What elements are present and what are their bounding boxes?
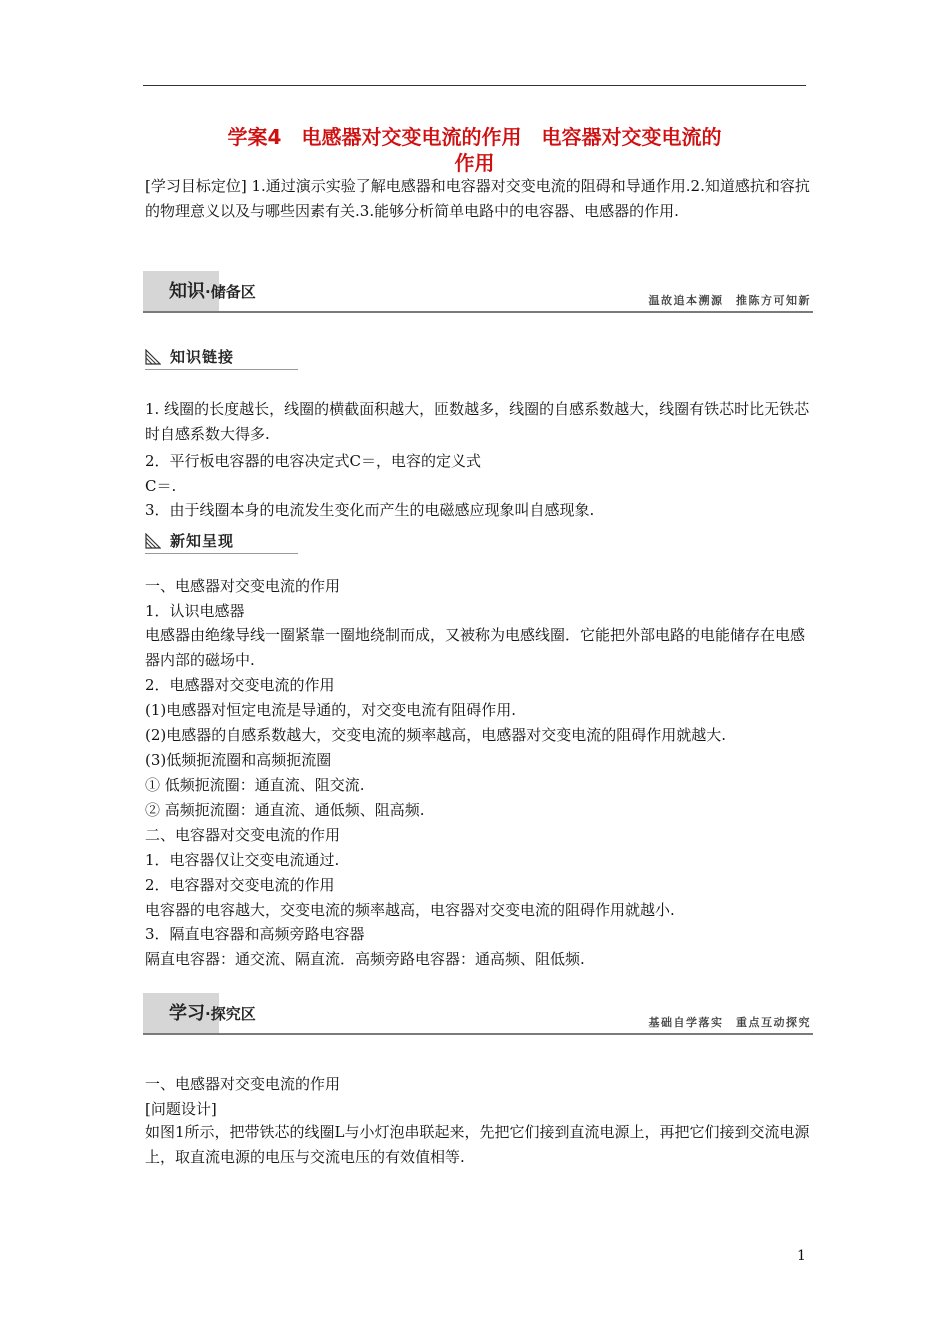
section-title-main: 知识 — [169, 281, 205, 302]
section-title-sub: ·储备区 — [205, 283, 256, 301]
capacitor-item-1: 1．电容器仅让交变电流通过. — [145, 851, 340, 869]
heading-inductor-effect: 2．电感器对交变电流的作用 — [145, 676, 335, 694]
inductor-item-2: (2)电感器的自感系数越大，交变电流的频率越高，电感器对交变电流的阻碍作用就越大. — [145, 726, 727, 744]
heading-know-inductor: 1．认识电感器 — [145, 602, 245, 620]
subhead-underline — [145, 369, 298, 370]
subhead-new-knowledge — [145, 531, 298, 555]
capacitor-description: 电容器的电容越大，交变电流的频率越高，电容器对交变电流的阻碍作用就越小. — [145, 901, 675, 919]
knowledge-point-2-cont: C＝. — [145, 477, 177, 495]
heading-explore-inductor: 一、电感器对交变电流的作用 — [145, 1075, 341, 1093]
section-title — [169, 280, 256, 304]
section-title-main: 学习 — [169, 1003, 205, 1024]
knowledge-point-1: 1. 线圈的长度越长，线圈的横截面积越大，匝数越多，线圈的自感系数越大，线圈有铁芯时比无铁芯时自感系数大得多. — [145, 400, 810, 443]
problem-description: 如图1所示，把带铁芯的线圈L与小灯泡串联起来，先把它们接到直流电源上，再把它们接到交流电源上，取直流电源的电压与交流电压的有效值相等. — [145, 1123, 810, 1166]
section-title-sub: ·探究区 — [205, 1005, 256, 1023]
problem-design-label: [问题设计] — [145, 1100, 217, 1118]
page-number: 1 — [797, 1248, 806, 1264]
section-motto: 基础自学落实 重点互动探究 — [648, 1016, 811, 1029]
section-banner-knowledge — [143, 271, 813, 315]
bypass-capacitor-description: 隔直电容器：通交流、隔直流．高频旁路电容器：通高频、阻低频. — [145, 950, 585, 968]
section-motto: 温故追本溯源 推陈方可知新 — [648, 294, 811, 307]
knowledge-point-3: 3．由于线圈本身的电流发生变化而产生的电磁感应现象叫自感现象. — [145, 501, 595, 519]
subhead-label: 新知呈现 — [170, 532, 235, 550]
title-line-2: 作用 — [454, 151, 495, 175]
choke-high-freq: ② 高频扼流圈：通直流、通低频、阻高频. — [145, 801, 425, 819]
page-title — [143, 124, 806, 176]
knowledge-point-2: 2．平行板电容器的电容决定式C＝，电容的定义式 — [145, 452, 482, 470]
capacitor-item-3: 3．隔直电容器和高频旁路电容器 — [145, 925, 365, 943]
heading-capacitor: 二、电容器对交变电流的作用 — [145, 826, 341, 844]
triangle-icon — [145, 349, 161, 365]
heading-inductor: 一、电感器对交变电流的作用 — [145, 577, 341, 595]
inductor-item-1: (1)电感器对恒定电流是导通的，对交变电流有阻碍作用. — [145, 701, 517, 719]
section-rule — [143, 311, 813, 313]
section-banner-explore — [143, 993, 813, 1037]
inductor-item-3: (3)低频扼流圈和高频扼流圈 — [145, 751, 332, 769]
title-line-1: 学案4 电感器对交变电流的作用 电容器对交变电流的 — [227, 125, 722, 149]
subhead-knowledge-link — [145, 347, 298, 371]
learning-objectives: [学习目标定位] 1.通过演示实验了解电感器和电容器对交变电流的阻碍和导通作用.2.知道感抗和容抗的物理意义以及与哪些因素有关.3.能够分析简单电路中的电容器、电感器的作用. — [145, 177, 810, 220]
choke-low-freq: ① 低频扼流圈：通直流、阻交流. — [145, 776, 365, 794]
triangle-icon — [145, 533, 161, 549]
capacitor-item-2: 2．电容器对交变电流的作用 — [145, 876, 335, 894]
inductor-description: 电感器由绝缘导线一圈紧靠一圈地绕制而成，又被称为电感线圈．它能把外部电路的电能储存在电感器内部的磁场中. — [145, 626, 806, 669]
subhead-underline — [145, 553, 298, 554]
top-rule — [143, 85, 806, 86]
subhead-label: 知识链接 — [170, 348, 235, 366]
section-title — [169, 1002, 256, 1026]
section-rule — [143, 1033, 813, 1035]
